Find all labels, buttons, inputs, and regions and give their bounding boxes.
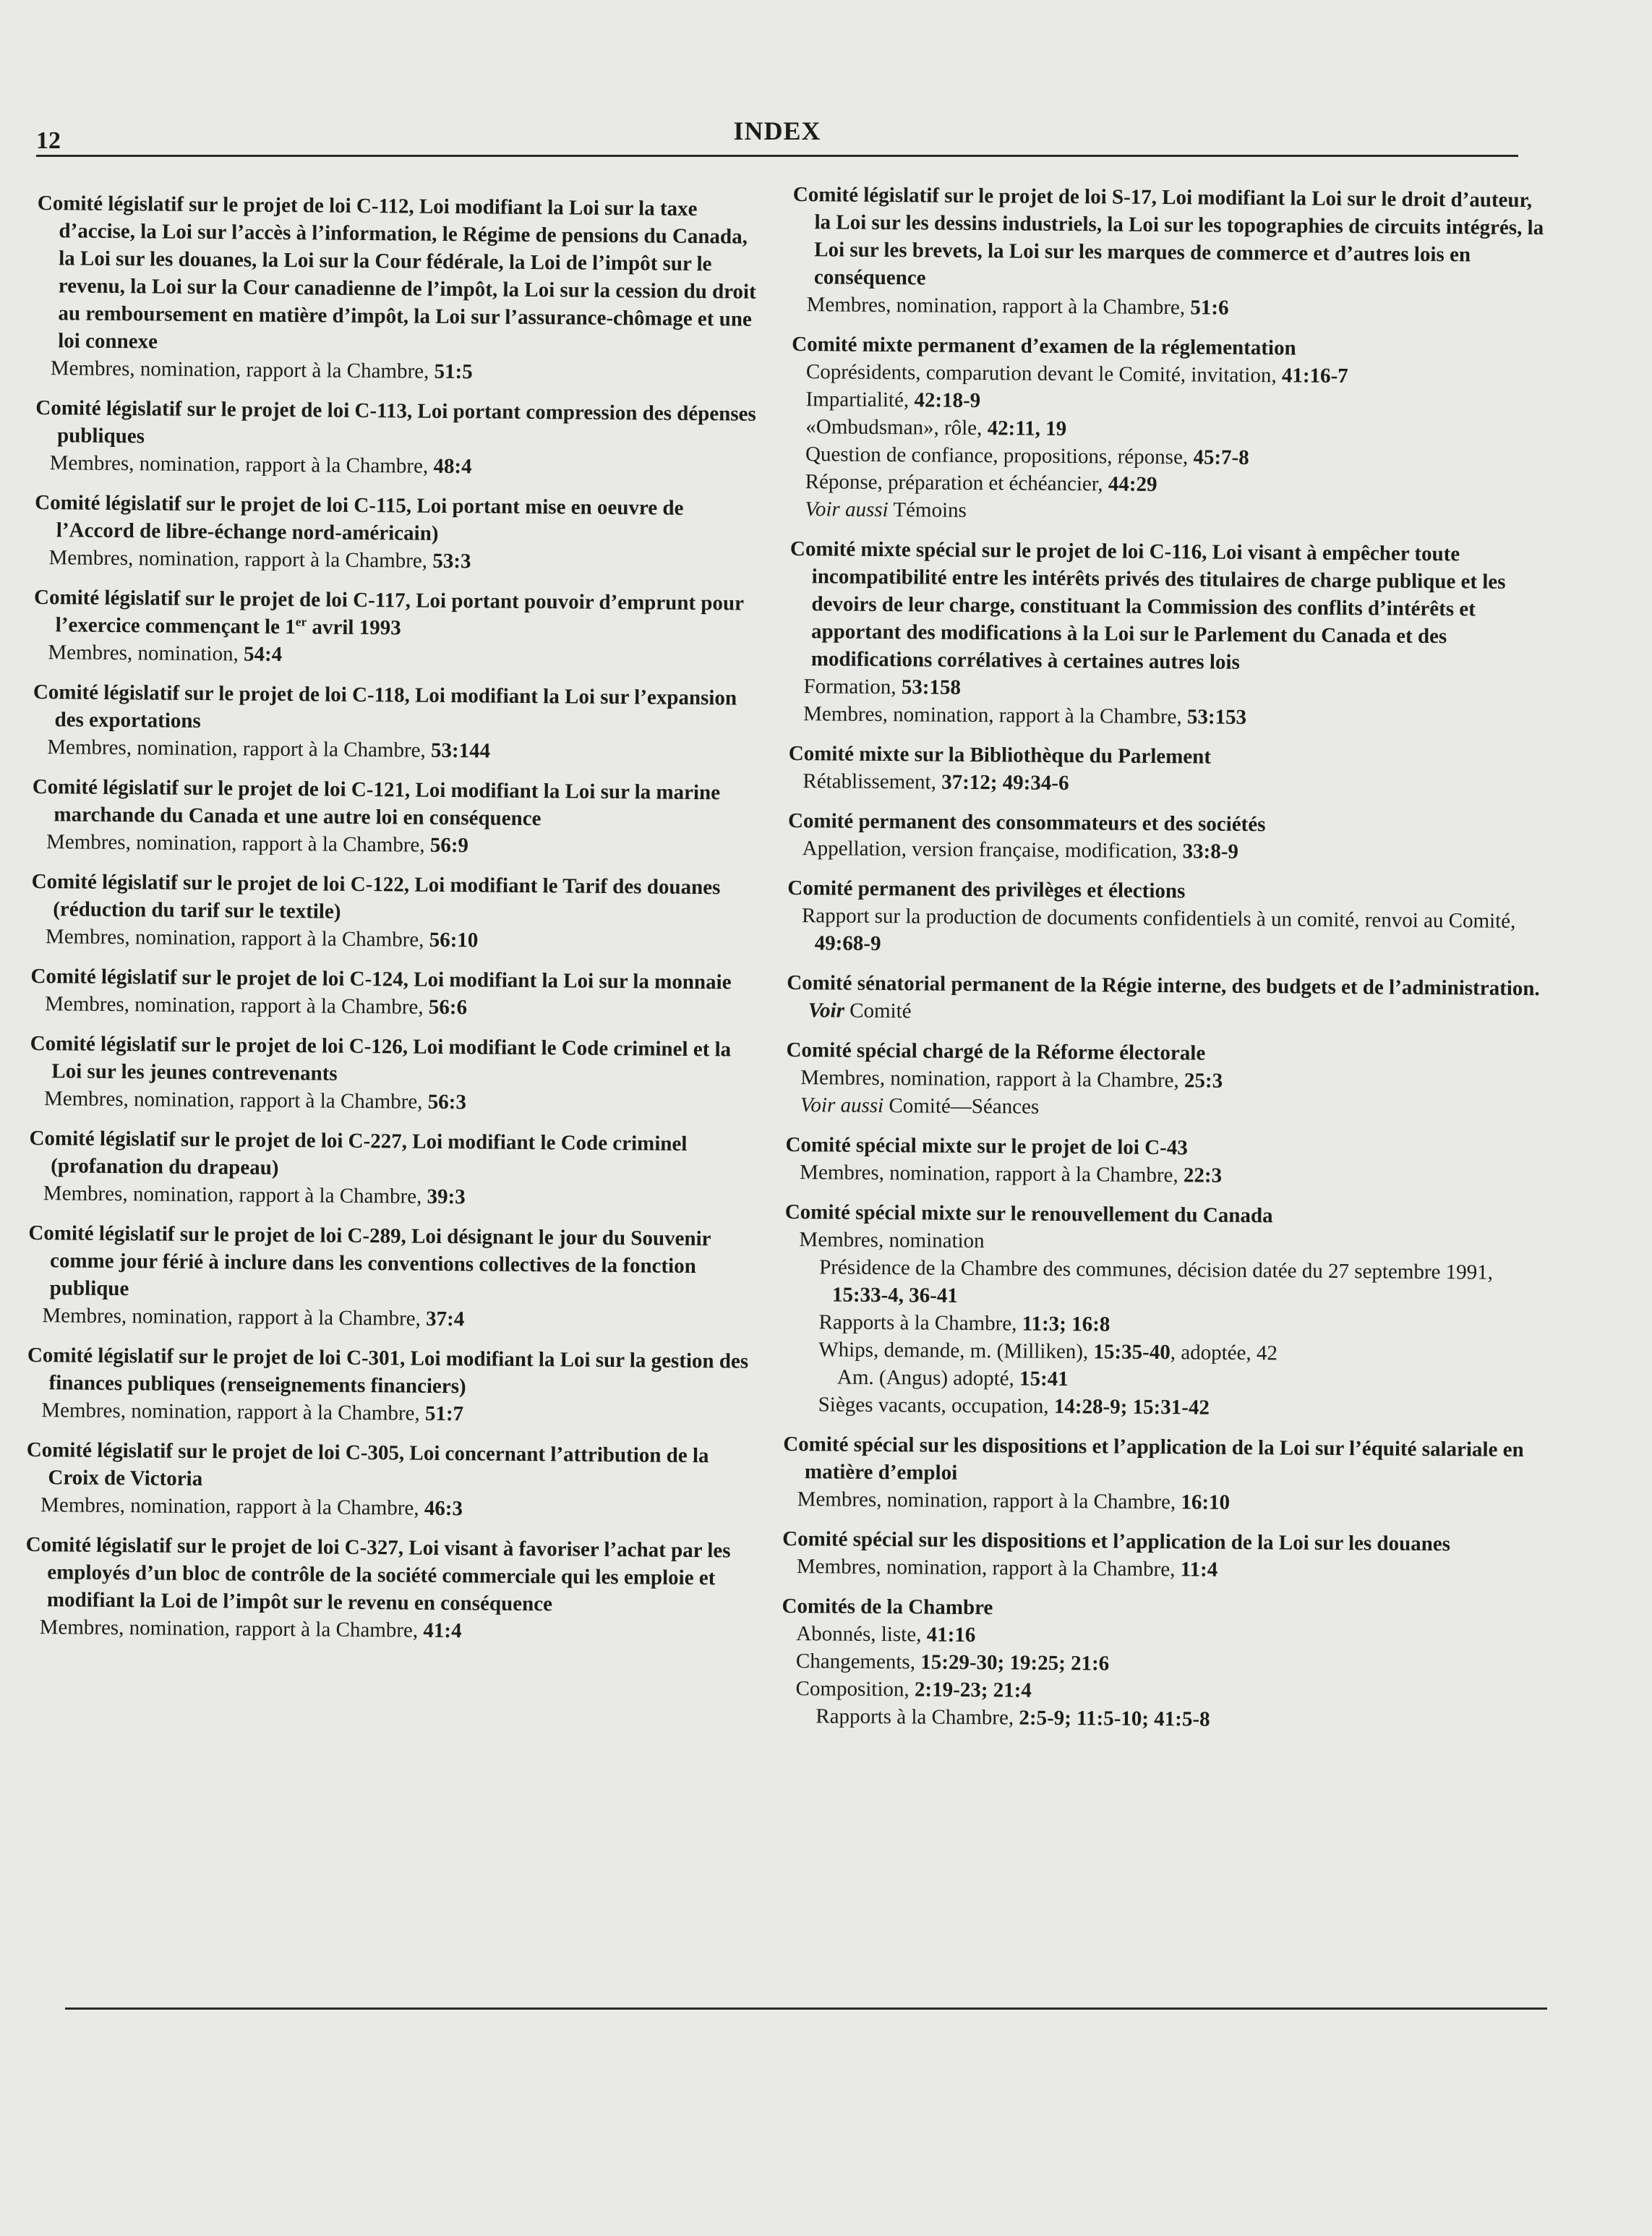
page-reference: 42:11, 19 [987, 417, 1067, 440]
page-reference: 25:3 [1184, 1069, 1223, 1093]
subentry [32, 828, 755, 862]
subentry [27, 1302, 750, 1336]
heading-text: Comité législatif sur le projet de loi C-227, Loi modifiant le Code criminel (profanation du drapeau) [29, 1126, 688, 1179]
index-entry [787, 874, 1547, 963]
subentry [784, 1391, 1543, 1424]
subentry-text: Membres, nomination, rapport à la Chambre, [800, 1066, 1185, 1093]
subentry [792, 291, 1552, 324]
subentry-text: «Ombudsman», rôle, [805, 415, 988, 440]
page-reference: 37:4 [425, 1307, 465, 1331]
subentry [25, 1613, 748, 1647]
subentry [788, 835, 1547, 868]
index-entry [792, 181, 1552, 324]
entry-heading [33, 678, 756, 740]
index-entry [787, 969, 1546, 1030]
subentry-text: Membres, nomination, rapport à la Chambre, [46, 830, 430, 857]
subentry [790, 495, 1549, 529]
entry-heading [792, 181, 1552, 296]
entry-heading [27, 1341, 750, 1403]
heading-text: Comité permanent des privilèges et élections [787, 876, 1186, 903]
index-entry [788, 740, 1548, 801]
page-title: INDEX [733, 116, 821, 145]
entry-heading [783, 1430, 1543, 1491]
index-entry [33, 584, 757, 673]
heading-text: Comité mixte permanent d’examen de la réglementation [792, 332, 1296, 360]
heading-text: Comité législatif sur le projet de loi C-115, Loi portant mise en oeuvre de l’Accord de libre-échange nord-américain) [35, 490, 684, 545]
index-entry [33, 678, 756, 767]
heading-text-end: avril 1993 [307, 615, 401, 640]
page-reference: 15:33-4, 36-41 [831, 1283, 959, 1307]
subentry-text: Membres, nomination, rapport à la Chambre, [803, 702, 1188, 729]
see-also-label: Voir aussi [800, 1093, 884, 1118]
page-reference: 41:4 [423, 1618, 462, 1643]
index-entry [781, 1592, 1541, 1736]
entry-heading [28, 1219, 752, 1308]
subentry-text: Abonnés, liste, [796, 1622, 927, 1647]
page-reference: 56:9 [429, 833, 469, 858]
subentry-text: Membres, nomination, rapport à la Chambre, [47, 735, 432, 762]
subentry-text: Membres, nomination, rapport à la Chambre, [796, 1555, 1181, 1582]
index-entry [27, 1341, 750, 1430]
subentry-text: Membres, nomination, rapport à la Chambre, [42, 1304, 427, 1331]
heading-text: Comité législatif sur le projet de loi C-126, Loi modifiant le Code criminel et la Loi sur les jeunes contrevenants [30, 1031, 732, 1085]
page-reference: 49:68-9 [814, 931, 881, 955]
page-reference: 51:6 [1190, 296, 1229, 320]
subentry [781, 1702, 1540, 1736]
page-reference: 53:158 [901, 675, 962, 699]
heading-text: Comité spécial mixte sur le renouvellement du Canada [784, 1200, 1273, 1228]
page-reference: 15:35-40 [1093, 1340, 1170, 1365]
subentry [785, 1158, 1544, 1192]
subentry-text: Membres, nomination, rapport à la Chambre, [41, 1399, 426, 1425]
subentry-text: Coprésidents, comparution devant le Comité, invitation, [805, 360, 1283, 388]
subentry-text: Membres, nomination, rapport à la Chambre, [45, 992, 429, 1019]
subentry-text: Rapports à la Chambre, [818, 1310, 1022, 1336]
subentry [784, 1253, 1544, 1314]
footer-rule [65, 2007, 1547, 2010]
heading-text: Comité permanent des consommateurs et des sociétés [787, 808, 1266, 837]
page-reference: 56:10 [429, 928, 479, 952]
subentry-text: Membres, nomination, rapport à la Chambre, [806, 293, 1191, 320]
subentry [786, 1091, 1545, 1125]
index-entry [32, 773, 756, 862]
index-entry [789, 535, 1549, 733]
entry-heading [789, 535, 1549, 678]
page-reference: 56:3 [427, 1090, 467, 1114]
heading-see-target: Comité [844, 999, 912, 1023]
subentry-text: Membres, nomination, rapport à la Chambre, [48, 546, 433, 573]
subentry-text: Présidence de la Chambre des communes, décision datée du 27 septembre 1991, [819, 1255, 1494, 1284]
subentry [30, 1085, 753, 1119]
page-reference: 53:3 [432, 549, 471, 573]
heading-see-label: Voir [808, 999, 845, 1023]
index-entry [26, 1436, 750, 1525]
heading-text: Comité législatif sur le projet de loi C-113, Loi portant compression des dépenses publiques [35, 396, 756, 448]
subentry-tail: , adoptée, 42 [1170, 1341, 1278, 1365]
subentry-text: Whips, demande, m. (Milliken), [818, 1338, 1094, 1364]
heading-text: Comité mixte spécial sur le projet de loi C-116, Loi visant à empêcher toute incompatibilité entre les intérêts privés des titulaires de charge publique et les devoirs de leur charge, constituant la Commission des conflits d’intérêts et apportant des modifications à la Loi sur le Parlement du Canada et des modifications corrélatives à certaines autres lois [789, 537, 1506, 674]
subentry [35, 449, 758, 483]
subentry-text: Impartialité, [805, 388, 915, 412]
subentry [788, 767, 1547, 801]
subentry [31, 923, 754, 957]
subentry-text: Membres, nomination, rapport à la Chambre, [45, 925, 429, 952]
page-reference: 16:10 [1181, 1490, 1231, 1514]
entry-heading [34, 584, 758, 645]
page-reference: 11:4 [1180, 1558, 1218, 1582]
ordinal-superscript: er [295, 614, 307, 629]
subentry-text: Formation, [803, 675, 902, 699]
entry-heading [30, 1030, 753, 1091]
heading-text: Comité législatif sur le projet de loi C-121, Loi modifiant la Loi sur la marine marchande du Canada et une autre loi en conséquence [32, 775, 721, 831]
heading-text: Comité législatif sur le projet de loi C-301, Loi modifiant la Loi sur la gestion des finances publiques (renseignements financiers) [27, 1343, 749, 1399]
subentry-text: Appellation, version française, modification, [802, 837, 1183, 863]
entry-heading [787, 969, 1546, 1030]
page-number: 12 [36, 127, 61, 154]
index-column-left [25, 189, 761, 1660]
entry-heading [35, 489, 758, 550]
page-reference: 39:3 [427, 1185, 466, 1209]
page-header [36, 116, 1518, 159]
index-entry [783, 1430, 1543, 1519]
page-reference: 14:28-9; 15:31-42 [1053, 1394, 1210, 1420]
header-rule [36, 155, 1518, 157]
subentry-text: Rapports à la Chambre, [816, 1704, 1019, 1730]
subentry-text: Composition, [795, 1677, 915, 1702]
heading-text: Comité spécial chargé de la Réforme électorale [786, 1038, 1206, 1065]
index-column-right [781, 181, 1552, 1748]
entry-heading [29, 1125, 753, 1186]
page-reference: 45:7-8 [1193, 445, 1249, 469]
page-reference: 56:6 [428, 995, 468, 1020]
subentry [787, 902, 1547, 963]
subentry-text: Membres, nomination, rapport à la Chambre, [50, 357, 435, 383]
page-reference: 41:16-7 [1281, 364, 1348, 388]
subentry-text: Membres, nomination [799, 1228, 985, 1253]
heading-text: Comité sénatorial permanent de la Régie interne, des budgets et de l’administration. [787, 970, 1540, 1001]
subentry [29, 1179, 752, 1213]
subentry-text: Rétablissement, [803, 769, 942, 794]
subentry [783, 1485, 1542, 1519]
page-reference: 33:8-9 [1182, 840, 1239, 863]
page-reference: 2:5-9; 11:5-10; 41:5-8 [1019, 1706, 1210, 1731]
index-entry [27, 1219, 751, 1336]
index-entry [786, 1036, 1546, 1125]
heading-text: Comité législatif sur le projet de loi S-17, Loi modifiant la Loi sur le droit d’auteur, la Loi sur les dessins industriels, la Loi sur les topographies de circuits intégrés, la Loi sur les brevets, la Loi sur les marques de commerce et d’autres lois en conséquence [792, 182, 1544, 290]
heading-text: Comité législatif sur le projet de loi C-117, Loi portant pouvoir d’emprunt pour l’exercice commençant le 1 [33, 585, 744, 639]
index-entry [785, 1131, 1545, 1192]
page-reference: 41:16 [926, 1623, 976, 1647]
subentry [33, 639, 756, 673]
page-reference: 46:3 [424, 1496, 463, 1521]
heading-text: Comité législatif sur le projet de loi C-124, Loi modifiant la Loi sur la monnaie [30, 964, 732, 994]
heading-text: Comité spécial sur les dispositions et l’application de la Loi sur l’équité salariale en matière d’emploi [783, 1432, 1524, 1485]
entry-heading [36, 189, 761, 361]
subentry-text: Sièges vacants, occupation, [818, 1393, 1054, 1418]
subentry [26, 1491, 749, 1525]
index-entry [25, 1531, 748, 1647]
index-entry [29, 1125, 753, 1213]
subentry-text: Membres, nomination, rapport à la Chambre, [797, 1488, 1181, 1514]
subentry-text: Membres, nomination, rapport à la Chambre, [40, 1493, 424, 1520]
page-reference: 11:3; 16:8 [1022, 1312, 1110, 1336]
index-entry [782, 1525, 1542, 1586]
index-entry [790, 330, 1551, 529]
entry-heading [25, 1531, 749, 1620]
entry-heading [35, 394, 759, 456]
subentry-text: Changements, [795, 1650, 921, 1674]
heading-text: Comité législatif sur le projet de loi C-305, Loi concernant l’attribution de la Croix de Victoria [26, 1438, 709, 1491]
entry-heading [26, 1436, 750, 1498]
entry-heading [32, 773, 756, 835]
heading-text: Comité législatif sur le projet de loi C-118, Loi modifiant la Loi sur l’expansion des exportations [33, 680, 737, 733]
subentry-text: Réponse, préparation et échéancier, [805, 470, 1108, 496]
page-reference: 22:3 [1183, 1164, 1223, 1187]
index-entry [30, 963, 754, 1024]
heading-text: Comité législatif sur le projet de loi C-112, Loi modifiant la Loi sur la taxe d’accise, la Loi sur l’accès à l’information, le Régime de pensions du Canada, la Loi sur les douanes, la Loi sur la Cour fédérale, la Loi de l’impôt sur le revenu, la Loi sur la Cour canadienne de l’impôt, la Loi sur la cession du droit au remboursement en matière d’impôt, la Loi sur l’assurance-chômage et une loi connexe [37, 191, 756, 354]
heading-text: Comité législatif sur le projet de loi C-289, Loi désignant le jour du Souvenir comme jour férié à inclure dans les conventions collectives de la fonction publique [28, 1221, 711, 1301]
page-reference: 53:153 [1186, 705, 1247, 729]
index-entry [784, 1198, 1544, 1424]
subentry-text: Membres, nomination, rapport à la Chambre, [800, 1161, 1184, 1187]
page-reference: 37:12; 49:34-6 [941, 770, 1069, 795]
page-reference: 53:144 [430, 738, 491, 763]
heading-text: Comités de la Chambre [782, 1594, 993, 1620]
index-entry [34, 489, 758, 578]
page-reference: 15:29-30; 19:25; 21:6 [920, 1650, 1110, 1676]
page-reference: 51:7 [424, 1401, 464, 1426]
index-entry [30, 1030, 753, 1119]
index-entry [35, 394, 759, 483]
subentry-text: Témoins [888, 498, 967, 522]
index-entry [36, 189, 761, 388]
index-entry [31, 868, 755, 957]
subentry [34, 544, 757, 578]
subentry-text: Membres, nomination, [48, 641, 244, 666]
page-reference: 51:5 [434, 359, 473, 384]
heading-text: Comité spécial sur les dispositions et l’application de la Loi sur les douanes [782, 1527, 1451, 1556]
subentry [27, 1396, 750, 1430]
heading-text: Comité mixte sur la Bibliothèque du Parlement [788, 741, 1212, 769]
subentry [36, 354, 759, 388]
page-reference: 54:4 [243, 642, 283, 666]
subentry-text: Question de confiance, propositions, réponse, [805, 443, 1194, 469]
subentry-text: Membres, nomination, rapport à la Chambre, [43, 1182, 427, 1208]
index-entry [788, 807, 1548, 868]
page-reference: 48:4 [433, 454, 472, 479]
page-reference: 15:41 [1019, 1367, 1069, 1391]
subentry-text: Membres, nomination, rapport à la Chambre, [49, 451, 434, 478]
see-also-label: Voir aussi [805, 498, 889, 522]
heading-text: Comité législatif sur le projet de loi C-122, Loi modifiant le Tarif des douanes (réduction du tarif sur le textile) [31, 869, 721, 923]
subentry-text: Membres, nomination, rapport à la Chambre, [43, 1087, 428, 1114]
heading-text: Comité législatif sur le projet de loi C-327, Loi visant à favoriser l’achat par les employés d’un bloc de contrôle de la société commerciale qui les emploie et modifiant la Loi de l’impôt sur le revenu en conséquence [25, 1532, 731, 1616]
page-reference: 44:29 [1108, 472, 1157, 496]
subentry-text: Comité—Séances [883, 1094, 1040, 1119]
subentry [789, 700, 1548, 733]
page-reference: 42:18-9 [914, 388, 981, 413]
page-reference: 2:19-23; 21:4 [914, 1678, 1032, 1702]
subentry-text: Membres, nomination, rapport à la Chambre, [39, 1616, 424, 1642]
heading-text: Comité spécial mixte sur le projet de loi C-43 [785, 1132, 1188, 1160]
subentry-text: Rapport sur la production de documents confidentiels à un comité, renvoi au Comité, [801, 904, 1516, 933]
entry-heading [31, 868, 755, 929]
subentry [33, 733, 756, 767]
subentry-text: Am. (Angus) adopté, [836, 1365, 1020, 1391]
